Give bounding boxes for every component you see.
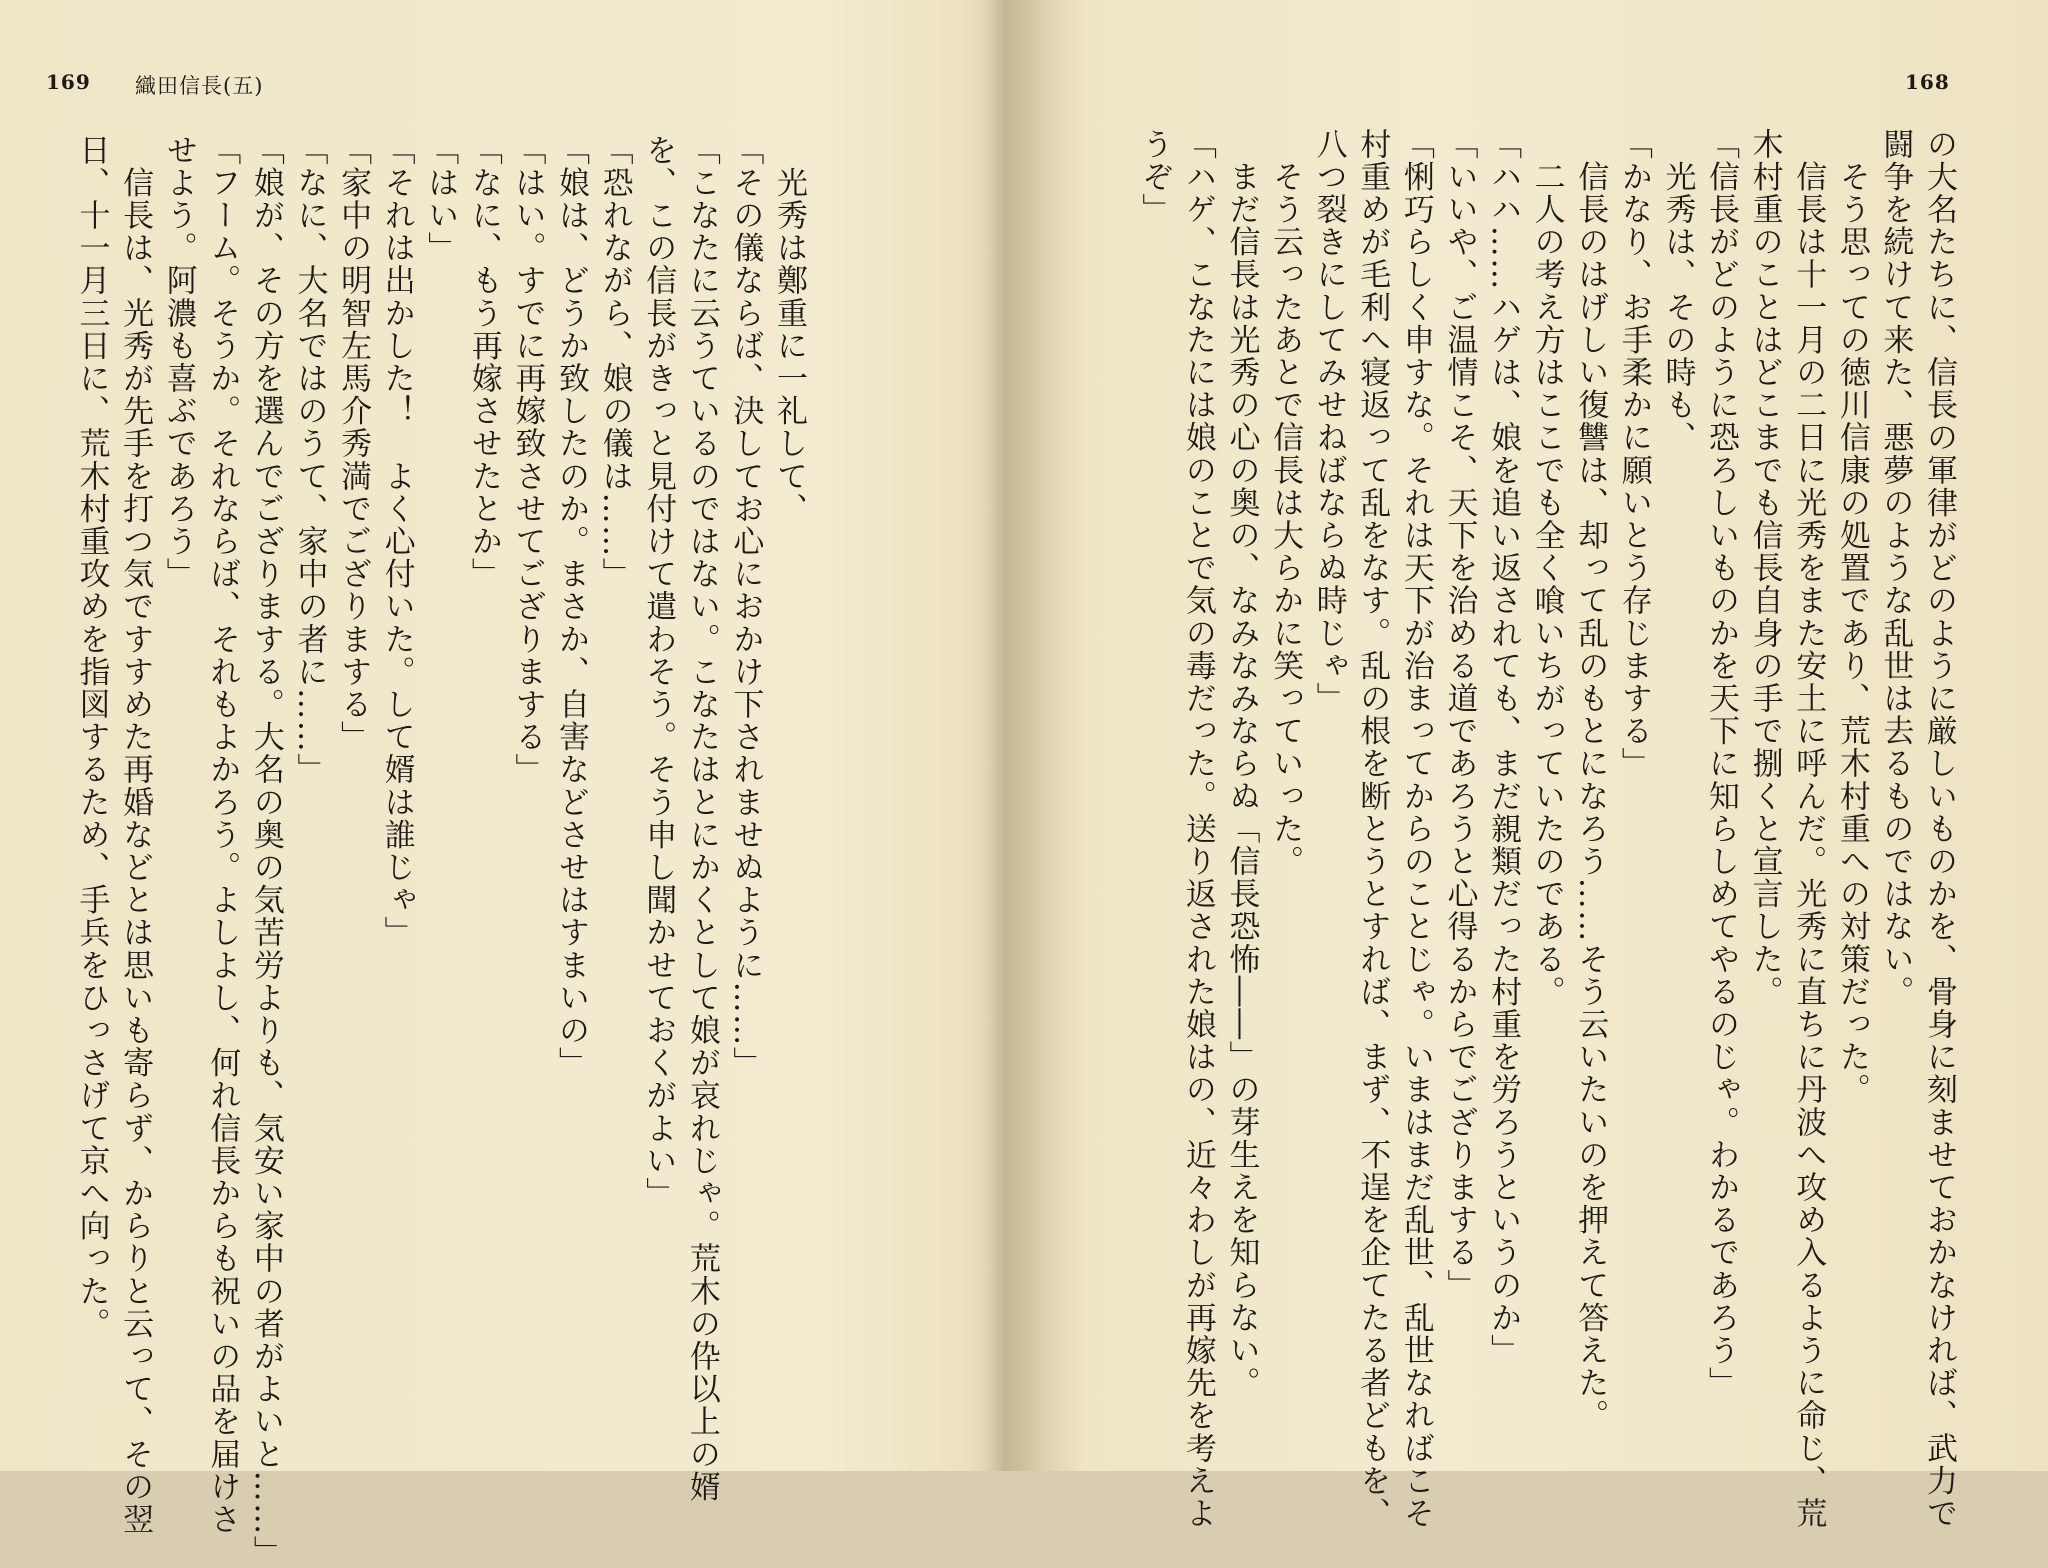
text-line: 「悧巧らしく申すな。それは天下が治まってからのことじゃ。いまはまだ乱世、乱世なればこそ — [1397, 128, 1434, 1530]
text-line: 二人の考え方はここでも全く喰いちがっていたのである。 — [1528, 128, 1565, 1009]
text-line: 「それは出かした！ よく心付いた。して婿は誰じゃ」 — [378, 134, 415, 949]
text-line: 「かなり、お手柔かに願いとう存じまする」 — [1615, 128, 1652, 780]
text-line: 木村重のことはどこまでも信長自身の手で捌くと宣言した。 — [1746, 128, 1783, 1009]
text-line: 「ハゲ、こなたには娘のことで気の毒だった。送り返された娘はの、近々わしが再嫁先を考えよ — [1179, 128, 1216, 1530]
text-line: 「その儀ならば、決してお心におかけ下されませぬように……」 — [727, 134, 764, 1080]
text-line: 「フーム。そうか。それならば、それもよかろう。よしよし、何れ信長からも祝いの品を届けさ — [204, 134, 241, 1536]
text-line: 「はい」 — [422, 134, 459, 265]
text-line: 「信長がどのように恐ろしいものかを天下に知らしめてやるのじゃ。わかるであろう」 — [1703, 128, 1740, 1400]
text-line: 「なに、もう再嫁させたとか」 — [465, 134, 502, 591]
text-line: を、この信長がきっと見付けて遣わそう。そう申し聞かせておくがよい」 — [640, 134, 677, 1210]
text-line: そう思っての徳川信康の処置であり、荒木村重への対策だった。 — [1833, 128, 1870, 1106]
text-line: 信長は十一月の二日に光秀をまた安土に呼んだ。光秀に直ちに丹波へ攻め入るように命じ、荒 — [1790, 128, 1827, 1530]
text-line: 光秀は鄭重に一礼して、 — [771, 134, 807, 526]
text-line: 日、十一月三日に、荒木村重攻めを指図するため、手兵をひっさげて京へ向った。 — [73, 134, 110, 1341]
text-line: 八つ裂きにしてみせねばならぬ時じゃ」 — [1310, 128, 1347, 715]
text-line: 「はい。すでに再嫁致させてござりまする」 — [509, 134, 546, 786]
text-line: 「いいや、ご温情こそ、天下を治める道であろうと心得るからでござりまする」 — [1441, 128, 1478, 1302]
text-line: 信長のはげしい復讐は、却って乱のもとになろう……そう云いたいのを押えて答えた。 — [1572, 128, 1609, 1432]
text-line: 光秀は、その時も、 — [1659, 128, 1696, 454]
running-title: 織田信長(五) — [135, 74, 264, 98]
text-line: 「家中の明智左馬介秀満でござりまする」 — [335, 134, 372, 754]
right-page-text — [1070, 128, 1960, 1530]
text-line: 闘争を続けて来た、悪夢のような乱世は去るものではない。 — [1877, 128, 1914, 1009]
text-line: 「こなたに云うているのではない。こなたはとにかくとして娘が哀れじゃ。荒木の伜以上の婿 — [683, 134, 720, 1504]
text-line: 「ハハ……ハゲは、娘を追い返されても、まだ親類だった村重を労ろうというのか」 — [1485, 128, 1522, 1367]
left-page-text — [73, 134, 810, 1568]
text-line: 「なに、大名ではのうて、家中の者に……」 — [291, 134, 328, 786]
book-gutter — [985, 0, 1025, 1471]
text-line: 村重めが毛利へ寝返って乱をなす。乱の根を断とうとすれば、まず、不逞を企てたる者どもを、 — [1354, 128, 1391, 1530]
text-line: 「恐れながら、娘の儀は……」 — [596, 134, 633, 591]
text-line: の大名たちに、信長の軍律がどのように厳しいものかを、骨身に刻ませておかなければ、武力で — [1921, 128, 1957, 1530]
text-line: 「娘は、どうか致したのか。まさか、自害などさせはすまいの」 — [553, 134, 590, 1080]
text-line: うぞ」 — [1136, 128, 1173, 226]
text-line: まだ信長は光秀の心の奥の、なみなみならぬ「信長恐怖――」の芽生えを知らない。 — [1223, 128, 1260, 1400]
left-page-number: 169 — [46, 70, 91, 94]
text-line: 信長は、光秀が先手を打つ気ですすめた再婚などとは思いも寄らず、からりと云って、その翌 — [117, 134, 154, 1536]
text-line: 「娘が、その方を選んでござりまする。大名の奥の気苦労よりも、気安い家中の者がよいと……」 — [247, 134, 284, 1568]
right-page-number: 168 — [1905, 70, 1950, 94]
text-line: そう云ったあとで信長は大らかに笑っていった。 — [1267, 128, 1304, 878]
text-line: せよう。阿濃も喜ぶであろう」 — [160, 134, 197, 591]
